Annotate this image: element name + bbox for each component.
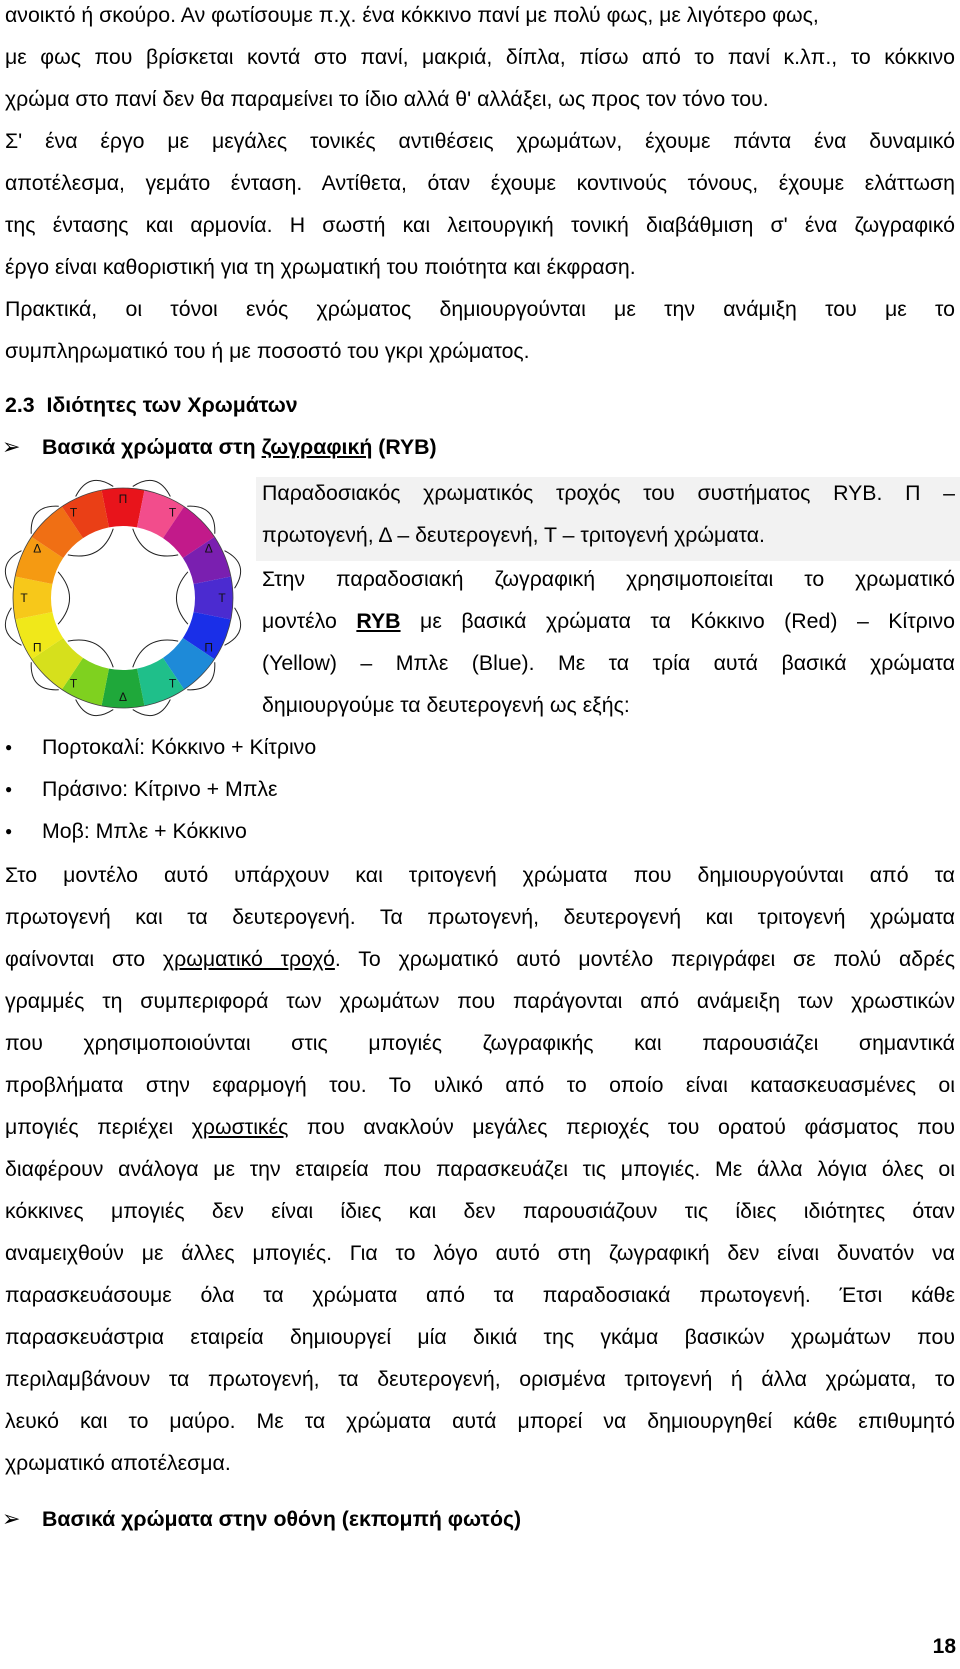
color-wheel-label: Τ [168,676,177,691]
text-span: μοντέλο [262,609,357,633]
text-line: λευκό και το μαύρο. Με τα χρώματα αυτά μπορεί να δημιουργηθεί κάθε επιθυμητό [5,1409,955,1433]
list-item: Μοβ: Μπλε + Κόκκινο [42,819,247,843]
text-line: Στην παραδοσιακή ζωγραφική χρησιμοποιείται το χρωματικό [262,567,955,591]
color-wheel-figure [0,478,256,728]
text-line: κόκκινες μπογιές δεν είναι ίδιες και δεν παρουσιάζουν τις ίδιες ιδιότητες όταν [5,1199,955,1223]
color-wheel-label: Τ [69,505,78,520]
color-wheel-link[interactable]: χρωματικό τροχό [162,947,335,971]
color-wheel-segment [194,577,233,620]
subheading-painting [42,434,437,460]
color-wheel-label: Τ [168,505,177,520]
color-wheel-label: Τ [69,676,78,691]
color-wheel-label: Τ [218,591,226,605]
text-line: συμπληρωματικό του ή με ποσοστό του γκρι χρώματος. [5,339,530,363]
text-span: με βασικά χρώματα τα Κόκκινο (Red) – Κίτρινο [400,609,955,633]
color-wheel-label: Δ [204,541,213,556]
subheading-text-suffix: (RYB) [372,435,437,459]
color-wheel-label: Π [118,492,128,506]
text-line: περιλαμβάνουν τα πρωτογενή, τα δευτερογενή, ορισμένα τριτογενή ή άλλα χρώματα, το [5,1367,955,1391]
text-line: της έντασης και αρμονία. Η σωστή και λειτουργική τονική διαβάθμιση σ' ένα ζωγραφικό [5,213,955,237]
text-span: . Το χρωματικό αυτό μοντέλο περιγράφει σε πολύ αδρές [334,947,955,971]
text-line: παρασκευάσουμε όλα τα χρώματα από τα παραδοσιακά πρωτογενή. Έτσι κάθε [5,1283,955,1307]
list-item: Πορτοκαλί: Κόκκινο + Κίτρινο [42,735,317,759]
list-item: Πράσινο: Κίτρινο + Μπλε [42,777,278,801]
text-span: μπογιές περιέχει [5,1115,192,1139]
bullet-icon: ● [5,824,13,838]
text-line: (Yellow) – Μπλε (Blue). Με τα τρία αυτά βασικά χρώματα [262,651,955,675]
color-wheel-label: Π [32,640,42,655]
arrow-bullet-icon: ➢ [2,434,21,459]
text-line: πρωτογενή και τα δευτερογενή. Τα πρωτογενή, δευτερογενή και τριτογενή χρώματα [5,905,955,929]
text-line: Πρακτικά, οι τόνοι ενός χρώματος δημιουργούνται με την ανάμιξη του με το [5,297,955,321]
painting-link[interactable]: ζωγραφική [261,435,373,459]
text-span: που ανακλούν μεγάλες περιοχές του ορατού φάσματος που [288,1115,955,1139]
text-line [5,946,955,972]
curved-arrow-icon [58,572,69,624]
text-line: που χρησιμοποιούνται στις μπογιές ζωγραφικής και παρουσιάζει σημαντικά [5,1031,955,1055]
text-line: διαφέρουν ανάλογα με την εταιρεία που παρασκευάζει τις μπογιές. Με άλλα λόγια όλες οι [5,1157,955,1181]
color-wheel-label: Τ [20,591,28,605]
text-line: παρασκευάστρια εταιρεία δημιουργεί μία δικιά της γκάμα βασικών χρωμάτων που [5,1325,955,1349]
section-number: 2.3 [5,393,35,417]
ryb-link[interactable]: RYB [356,609,401,633]
subheading-screen: Βασικά χρώματα στην οθόνη (εκπομπή φωτός) [42,1507,522,1531]
color-wheel-label: Π [204,640,214,655]
text-line: έργο είναι καθοριστική για τη χρωματική του ποιότητα και έκφραση. [5,255,636,279]
text-line: γραμμές τη συμπεριφορά των χρωμάτων που παράγονται από ανάμειξη των χρωστικών [5,989,955,1013]
page-number: 18 [932,1635,956,1658]
bullet-icon: ● [5,740,13,754]
text-line: δημιουργούμε τα δευτερογενή ως εξής: [262,693,630,717]
text-span: φαίνονται στο [5,947,163,971]
text-line: ανοικτό ή σκούρο. Αν φωτίσουμε π.χ. ένα κόκκινο πανί με πολύ φως, με λιγότερο φως, [5,3,819,27]
text-line: με φως που βρίσκεται κοντά στο πανί, μακριά, δίπλα, πίσω από το πανί κ.λπ., το κόκκινο [5,45,955,69]
subheading-text: Βασικά χρώματα στη [42,435,262,459]
text-line [262,608,955,634]
color-wheel-segment [13,577,52,620]
bullet-icon: ● [5,782,13,796]
text-line: χρώμα στο πανί δεν θα παραμείνει το ίδιο αλλά θ' αλλάξει, ως προς τον τόνο του. [5,87,769,111]
text-line: αναμειχθούν με άλλες μπογιές. Για το λόγο αυτό στη ζωγραφική δεν είναι δυνατόν να [5,1241,955,1265]
text-line: χρωματικό αποτέλεσμα. [5,1451,231,1475]
color-wheel-svg [0,478,256,728]
section-title: Ιδιότητες των Χρωμάτων [46,393,298,417]
text-line [5,1114,955,1140]
text-line: Στο μοντέλο αυτό υπάρχουν και τριτογενή χρώματα που δημιουργούνται από τα [5,863,955,887]
section-heading [5,392,298,418]
text-line: αποτέλεσμα, γεμάτο ένταση. Αντίθετα, όταν έχουμε κοντινούς τόνους, έχουμε ελάττωση [5,171,955,195]
pigments-link[interactable]: χρωστικές [191,1115,289,1139]
color-wheel-label: Δ [118,690,128,704]
figure-caption-line: Παραδοσιακός χρωματικός τροχός του συστήματος RYB. Π – [262,481,955,505]
text-line: Σ' ένα έργο με μεγάλες τονικές αντιθέσεις χρωμάτων, έχουμε πάντα ένα δυναμικό [5,129,955,153]
arrow-bullet-icon: ➢ [2,1506,21,1531]
color-wheel-label: Δ [33,541,42,556]
text-line: προβλήματα στην εφαρμογή του. Το υλικό από το οποίο είναι κατασκευασμένες οι [5,1073,955,1097]
figure-caption-line: πρωτογενή, Δ – δευτερογενή, Τ – τριτογενή χρώματα. [262,523,765,547]
curved-arrow-icon [176,572,187,624]
